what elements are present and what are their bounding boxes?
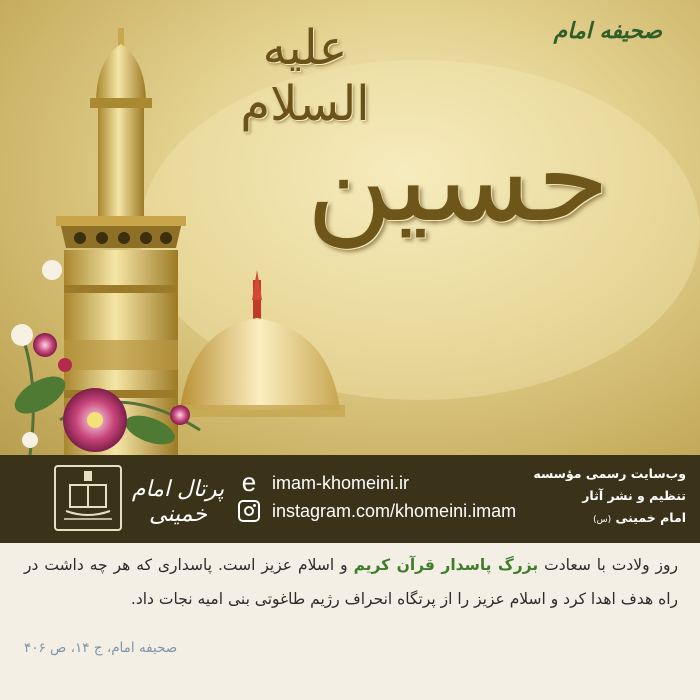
quote-text bbox=[24, 548, 678, 616]
org-line-1: وب‌سایت رسمی مؤسسه bbox=[533, 466, 686, 481]
footer-banner bbox=[0, 455, 700, 543]
portal-name: پرتال امام خمینی bbox=[131, 477, 225, 527]
instagram-icon bbox=[238, 500, 260, 522]
calligraphy-title: علیه السلام bbox=[240, 20, 370, 132]
org-honorific: (س) bbox=[593, 515, 612, 525]
org-name: امام خمینی bbox=[615, 510, 686, 525]
quote-part-1: روز ولادت با سعادت bbox=[538, 556, 679, 574]
minaret-shape bbox=[56, 28, 186, 455]
org-line-3 bbox=[516, 507, 686, 531]
quote-part-2: و اسلام عزیز است. پاسداری که هر چه داشت در راه هدف اهدا کرد و اسلام عزیز را از پرتگاه انحراف رژیم طاغوتی بنی امیه نجات داد. bbox=[24, 556, 678, 608]
signature-mark: صحیفه امام bbox=[553, 18, 662, 44]
quote-highlight: بزرگ پاسدار قرآن کریم bbox=[353, 556, 539, 574]
quote-source: صحیفه امام، ج ۱۴، ص ۴۰۶ bbox=[24, 640, 178, 656]
calligraphy-name: حسین bbox=[306, 110, 610, 248]
instagram-link[interactable]: instagram.com/khomeini.imam bbox=[272, 501, 517, 521]
website-link[interactable]: imam-khomeini.ir bbox=[272, 473, 410, 493]
institute-book-logo-icon bbox=[54, 465, 122, 531]
organization-text bbox=[516, 463, 686, 531]
org-line-2: تنظیم و نشر آثار bbox=[582, 488, 686, 503]
web-e-icon: e bbox=[241, 467, 257, 497]
